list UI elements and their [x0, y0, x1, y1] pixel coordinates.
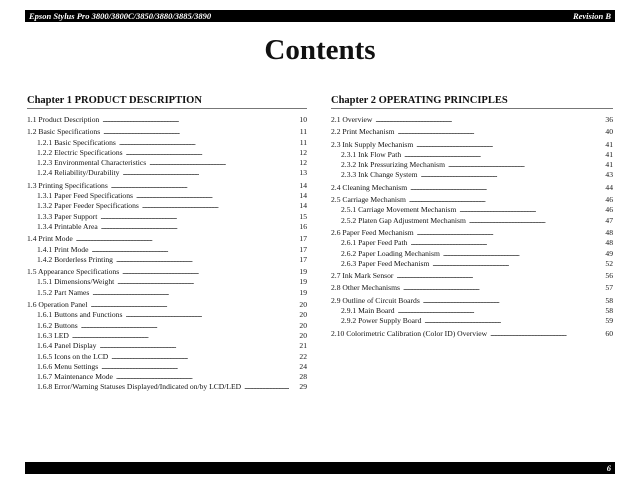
toc-page-number: 41 — [605, 149, 613, 159]
toc-entry-title: 1.1 Product Description — [27, 115, 100, 124]
toc-page-number: 14 — [299, 180, 307, 190]
toc-entry-title: 1.2.2 Electric Specifications — [37, 147, 123, 157]
toc-entry[interactable] — [27, 191, 307, 201]
toc-entry-title: 2.1 Overview — [331, 115, 373, 124]
dot-leader — [432, 259, 595, 269]
toc-page-number: 57 — [605, 283, 613, 293]
dot-leader — [375, 115, 595, 125]
toc-page-number: 24 — [299, 361, 307, 371]
toc-page-number: 19 — [299, 287, 307, 297]
toc-page-number: 44 — [605, 182, 613, 192]
dot-leader — [103, 127, 289, 137]
toc-page-number: 59 — [605, 316, 613, 326]
toc-entry[interactable] — [331, 170, 613, 180]
toc-entry[interactable] — [331, 249, 613, 259]
toc-entry[interactable] — [27, 267, 307, 277]
toc-page-number: 19 — [299, 267, 307, 277]
toc-entry[interactable] — [27, 255, 307, 265]
toc-entry[interactable] — [27, 234, 307, 244]
toc-section — [27, 267, 307, 298]
toc-page-number: 36 — [605, 115, 613, 124]
toc-entry-title: 2.6.3 Paper Feed Mechanism — [341, 258, 430, 268]
toc-entry[interactable] — [27, 300, 307, 310]
toc-page-number: 46 — [605, 195, 613, 205]
toc-entry[interactable] — [331, 329, 613, 339]
toc-page-number: 10 — [299, 115, 307, 124]
toc-entry[interactable] — [331, 183, 613, 193]
toc-section — [27, 127, 307, 178]
dot-leader — [100, 212, 289, 222]
dot-leader — [396, 271, 595, 281]
toc-entry-title: 1.6 Operation Panel — [27, 300, 88, 310]
dot-leader — [142, 201, 289, 211]
dot-leader — [398, 127, 596, 137]
dot-leader — [72, 331, 289, 341]
toc-page-number: 56 — [605, 271, 613, 281]
toc-section — [331, 140, 613, 181]
toc-entry[interactable] — [27, 277, 307, 287]
toc-entry[interactable] — [331, 216, 613, 226]
toc-page-number: 58 — [605, 295, 613, 305]
toc-page-number: 15 — [299, 211, 307, 221]
toc-page-number: 58 — [605, 306, 613, 316]
toc-page-number: 17 — [299, 234, 307, 244]
toc-entry-title: 2.5.1 Carriage Movement Mechanism — [341, 205, 457, 215]
toc-entry-title: 2.9 Outline of Circuit Boards — [331, 295, 420, 305]
page-title: Contents — [264, 34, 376, 66]
dot-leader — [101, 362, 289, 372]
toc-page-number: 20 — [299, 310, 307, 320]
toc-page-number: 46 — [605, 205, 613, 215]
dot-leader — [125, 310, 289, 320]
dot-leader — [102, 115, 289, 125]
toc-page-number: 12 — [299, 147, 307, 157]
chapter-heading: Chapter 2 OPERATING PRINCIPLES — [331, 95, 613, 109]
toc-page-number: 17 — [299, 244, 307, 254]
toc-page-number: 40 — [605, 127, 613, 137]
toc-entry-title: 1.6.7 Maintenance Mode — [37, 372, 113, 382]
dot-leader — [126, 148, 289, 158]
toc-entry-title: 1.5.1 Dimensions/Weight — [37, 277, 115, 287]
toc-entry[interactable] — [27, 127, 307, 137]
toc-entry-title: 2.9.1 Main Board — [341, 306, 395, 316]
dot-leader — [469, 216, 595, 226]
toc-entry[interactable] — [331, 259, 613, 269]
toc-entry[interactable] — [27, 288, 307, 298]
document-title: Epson Stylus Pro 3800/3800C/3850/3880/3885/3890 — [29, 11, 212, 21]
toc-entry[interactable] — [27, 148, 307, 158]
dot-leader — [416, 140, 595, 150]
toc-page-number: 11 — [299, 127, 307, 137]
toc-entry-title: 1.4.1 Print Mode — [37, 244, 89, 254]
toc-page-number: 14 — [299, 201, 307, 211]
toc-entry[interactable] — [331, 283, 613, 293]
dot-leader — [244, 382, 289, 392]
toc-page-number: 11 — [299, 137, 307, 147]
toc-entry-title: 2.3.3 Ink Change System — [341, 170, 418, 180]
toc-page-number: 20 — [299, 300, 307, 310]
toc-page-number: 28 — [299, 372, 307, 382]
toc-entry-title: 1.5.2 Part Names — [37, 287, 90, 297]
toc-entry-title: 1.3 Printing Specifications — [27, 180, 108, 190]
toc-entry-title: 1.6.4 Panel Display — [37, 341, 97, 351]
dot-leader — [423, 296, 595, 306]
toc-entry-title: 1.4.2 Borderless Printing — [37, 254, 113, 264]
toc-entry-title: 1.3.2 Paper Feeder Specifications — [37, 201, 139, 211]
dot-leader — [117, 277, 289, 287]
toc-entry[interactable] — [331, 140, 613, 150]
toc-entry[interactable] — [331, 316, 613, 326]
toc-section — [331, 195, 613, 226]
toc-entry-title: 2.6.2 Paper Loading Mechanism — [341, 248, 440, 258]
toc-entry-title: 2.8 Other Mechanisms — [331, 283, 400, 293]
toc-entry-title: 2.2 Print Mechanism — [331, 127, 395, 137]
dot-leader — [459, 205, 595, 215]
toc-page-number: 48 — [605, 227, 613, 237]
toc-section — [331, 228, 613, 269]
toc-entry-title: 2.3.2 Ink Pressurizing Mechanism — [341, 160, 445, 170]
toc-entry[interactable] — [27, 168, 307, 178]
toc-entry-title: 2.5 Carriage Mechanism — [331, 195, 406, 205]
dot-leader — [101, 222, 289, 232]
dot-leader — [448, 160, 595, 170]
toc-section — [331, 271, 613, 281]
toc-section — [27, 234, 307, 265]
footer-bar — [25, 462, 615, 474]
dot-leader — [122, 267, 289, 277]
toc-section — [27, 300, 307, 393]
dot-leader — [443, 249, 595, 259]
toc-page-number: 19 — [299, 277, 307, 287]
toc-entry-title: 2.3 Ink Supply Mechanism — [331, 139, 414, 149]
toc-entry[interactable] — [27, 352, 307, 362]
toc-entry-title: 1.4 Print Mode — [27, 234, 73, 244]
chapter-heading: Chapter 1 PRODUCT DESCRIPTION — [27, 95, 307, 109]
toc-page-number: 21 — [299, 341, 307, 351]
dot-leader — [122, 168, 289, 178]
dot-leader — [490, 329, 595, 339]
toc-entry-title: 2.7 Ink Mark Sensor — [331, 271, 394, 281]
dot-leader — [76, 234, 289, 244]
dot-leader — [404, 150, 595, 160]
toc-entry-title: 1.2 Basic Specifications — [27, 127, 101, 137]
dot-leader — [91, 300, 289, 310]
toc-entry[interactable] — [331, 160, 613, 170]
toc-entry[interactable] — [27, 138, 307, 148]
toc-entry[interactable] — [331, 205, 613, 215]
toc-entry[interactable] — [331, 150, 613, 160]
toc-entry-title: 1.6.8 Error/Warning Statuses Displayed/Indicated on/by LCD/LED — [37, 382, 242, 392]
toc-entry-title: 2.6 Paper Feed Mechanism — [331, 227, 414, 237]
toc-entry-title: 2.3.1 Ink Flow Path — [341, 149, 402, 159]
toc-page-number: 20 — [299, 330, 307, 340]
toc-entry[interactable] — [331, 238, 613, 248]
toc-entry[interactable] — [27, 222, 307, 232]
toc-entry-title: 1.5 Appearance Specifications — [27, 267, 120, 277]
toc-column-chapter-2 — [331, 95, 613, 341]
toc-page-number: 41 — [605, 160, 613, 170]
dot-leader — [99, 341, 289, 351]
toc-entry[interactable] — [331, 306, 613, 316]
toc-column-chapter-1 — [27, 95, 307, 395]
toc-entry-title: 1.2.3 Environmental Characteristics — [37, 158, 147, 168]
toc-entry-title: 1.6.1 Buttons and Functions — [37, 310, 123, 320]
dot-leader — [421, 170, 595, 180]
toc-section — [331, 296, 613, 327]
toc-entry-title: 2.5.2 Platen Gap Adjustment Mechanism — [341, 215, 466, 225]
toc-entry-title: 1.3.1 Paper Feed Specifications — [37, 191, 133, 201]
revision-label: Revision B — [572, 11, 611, 21]
toc-entry-title: 2.6.1 Paper Feed Path — [341, 238, 408, 248]
toc-page-number: 60 — [605, 328, 613, 338]
toc-entry[interactable] — [27, 201, 307, 211]
toc-page-number: 17 — [299, 254, 307, 264]
dot-leader — [92, 288, 289, 298]
toc-entry[interactable] — [27, 212, 307, 222]
toc-page-number: 43 — [605, 170, 613, 180]
toc-entry-title: 2.10 Colorimetric Calibration (Color ID) Overview — [331, 328, 488, 338]
toc-entry[interactable] — [27, 341, 307, 351]
toc-entry-title: 1.6.5 Icons on the LCD — [37, 351, 109, 361]
toc-entry[interactable] — [331, 195, 613, 205]
toc-entry[interactable] — [27, 310, 307, 320]
toc-entry-title: 1.2.4 Reliability/Durability — [37, 168, 120, 178]
toc-entry[interactable] — [27, 331, 307, 341]
toc-entry[interactable] — [27, 382, 307, 392]
toc-entry[interactable] — [331, 271, 613, 281]
toc-section — [331, 115, 613, 125]
toc-page-number: 49 — [605, 248, 613, 258]
toc-entry-title: 1.6.3 LED — [37, 330, 69, 340]
dot-leader — [409, 195, 595, 205]
toc-page-number: 29 — [299, 382, 307, 392]
dot-leader — [111, 352, 289, 362]
toc-entry[interactable] — [331, 115, 613, 125]
dot-leader — [417, 228, 595, 238]
toc-page-number: 20 — [299, 320, 307, 330]
toc-entry[interactable] — [27, 115, 307, 125]
dot-leader — [403, 283, 595, 293]
toc-section — [331, 183, 613, 193]
toc-entry-title: 1.6.2 Buttons — [37, 320, 78, 330]
toc-page-number: 12 — [299, 158, 307, 168]
toc-section — [27, 115, 307, 125]
toc-page-number: 16 — [299, 221, 307, 231]
toc-page-number: 41 — [605, 139, 613, 149]
dot-leader — [116, 255, 289, 265]
toc-entry[interactable] — [331, 127, 613, 137]
dot-leader — [116, 372, 289, 382]
toc-page-number: 13 — [299, 168, 307, 178]
page-number: 6 — [606, 463, 611, 473]
dot-leader — [410, 238, 595, 248]
toc-section — [331, 329, 613, 339]
toc-entry[interactable] — [27, 372, 307, 382]
toc-entry[interactable] — [27, 362, 307, 372]
toc-page-number: 52 — [605, 258, 613, 268]
toc-section — [331, 283, 613, 293]
toc-entry[interactable] — [27, 181, 307, 191]
dot-leader — [119, 138, 289, 148]
toc-page-number: 22 — [299, 351, 307, 361]
dot-leader — [398, 306, 595, 316]
dot-leader — [136, 191, 289, 201]
toc-entry[interactable] — [331, 228, 613, 238]
toc-page-number: 14 — [299, 191, 307, 201]
dot-leader — [424, 316, 595, 326]
dot-leader — [410, 183, 595, 193]
toc-entry-title: 1.2.1 Basic Specifications — [37, 137, 116, 147]
dot-leader — [149, 158, 289, 168]
toc-section — [331, 127, 613, 137]
dot-leader — [91, 245, 289, 255]
toc-entry-title: 1.3.4 Printable Area — [37, 221, 98, 231]
toc-entry-title: 2.9.2 Power Supply Board — [341, 316, 422, 326]
toc-page-number: 48 — [605, 238, 613, 248]
toc-entry-title: 2.4 Cleaning Mechanism — [331, 182, 408, 192]
dot-leader — [111, 181, 289, 191]
toc-entry[interactable] — [331, 296, 613, 306]
toc-entry-title: 1.3.3 Paper Support — [37, 211, 98, 221]
dot-leader — [81, 321, 289, 331]
header-bar — [25, 10, 615, 22]
toc-entry[interactable] — [27, 245, 307, 255]
toc-entry[interactable] — [27, 158, 307, 168]
toc-section — [27, 181, 307, 232]
toc-page-number: 47 — [605, 215, 613, 225]
toc-entry-title: 1.6.6 Menu Settings — [37, 361, 99, 371]
toc-entry[interactable] — [27, 321, 307, 331]
